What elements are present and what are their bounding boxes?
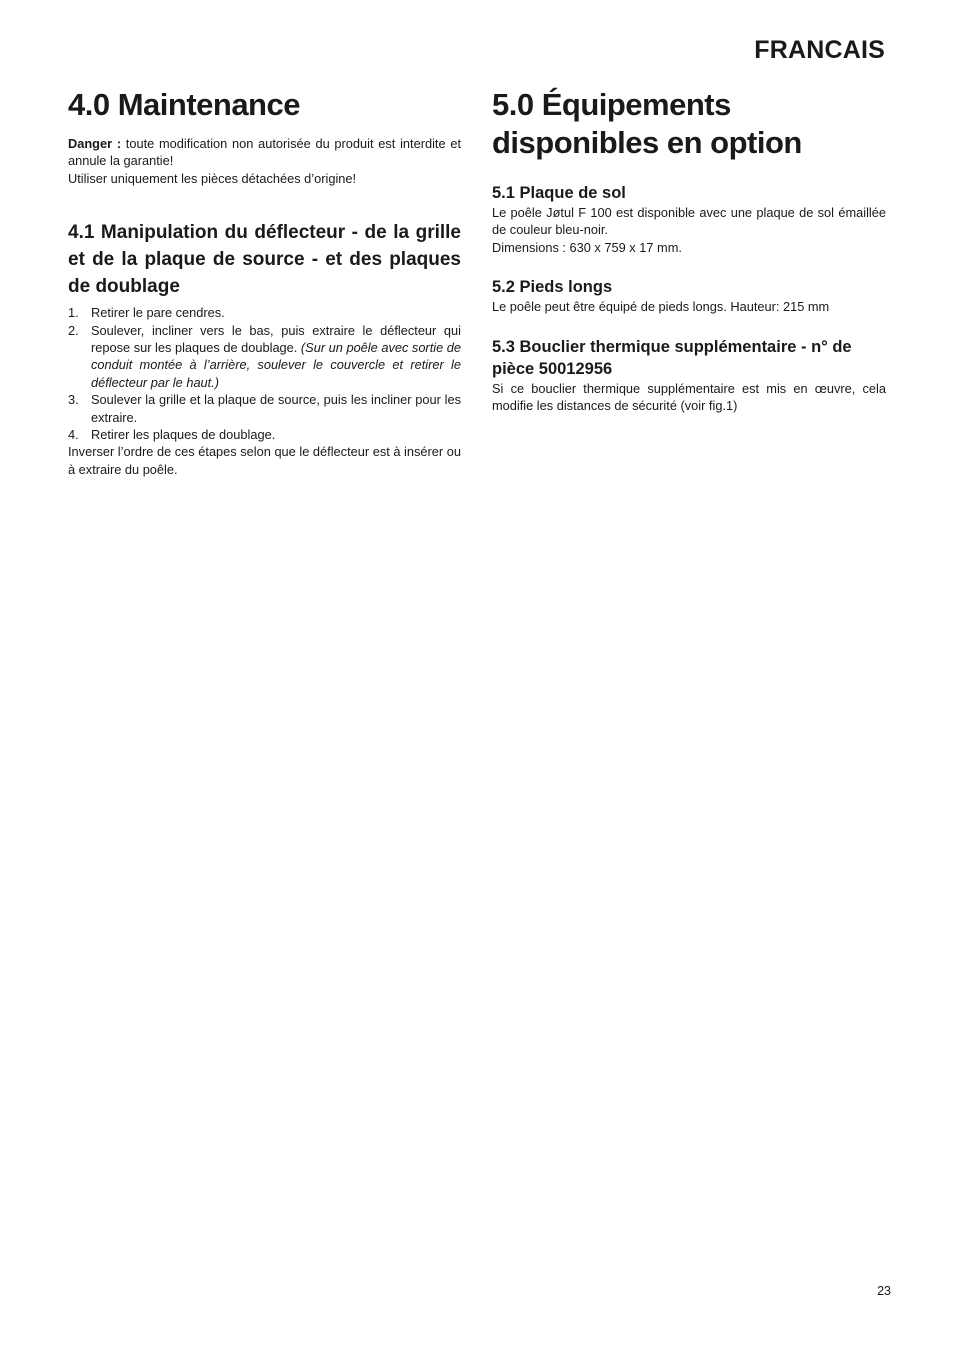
step-item: [68, 322, 461, 392]
section-5-2-title: 5.2 Pieds longs: [492, 278, 613, 297]
step-item: [68, 304, 461, 321]
step-text-wrap: [91, 322, 461, 392]
section-4-1-title: 4.1 Manipulation du déflecteur - de la grille et de la plaque de source - et des plaques de doublage: [68, 222, 461, 298]
long-legs-text: Le poêle peut être équipé de pieds longs. Hauteur: 215 mm: [492, 299, 830, 315]
page-number: 23: [877, 1284, 891, 1298]
maintenance-steps: [68, 304, 461, 443]
step-text: Retirer le pare cendres.: [91, 305, 225, 321]
step-text: Retirer les plaques de doublage.: [91, 427, 276, 443]
step-text: Soulever, incliner vers le bas, puis extraire le déflecteur qui repose sur les plaques de doublage.: [91, 322, 461, 356]
heat-shield-text: Si ce bouclier thermique supplémentaire est mis en œuvre, cela modifie les distances de sécurité (voir fig.1): [492, 380, 886, 414]
danger-warning: [68, 135, 461, 170]
floor-plate-text: Le poêle Jøtul F 100 est disponible avec une plaque de sol émaillée de couleur bleu-noir.: [492, 205, 886, 238]
options-title: 5.0 Équipements disponibles en option: [492, 87, 802, 160]
language-label: FRANCAIS: [754, 36, 885, 64]
maintenance-title: 4.0 Maintenance: [68, 87, 300, 122]
step-number: 1.: [68, 305, 79, 321]
step-number: 4.: [68, 427, 79, 443]
step-text: Soulever la grille et la plaque de source, puis les incliner pour les extraire.: [91, 392, 461, 425]
step-item: [68, 391, 461, 426]
section-5-3-title: 5.3 Bouclier thermique supplémentaire - n° de pièce 50012956: [492, 337, 852, 378]
options-column: [492, 86, 886, 414]
closing-note: Inverser l’ordre de ces étapes selon que le déflecteur est à insérer ou à extraire du poêle.: [68, 444, 461, 477]
step-number: 2.: [68, 322, 79, 338]
original-parts-note: Utiliser uniquement les pièces détachées d’origine!: [68, 170, 357, 186]
step-note: (Sur un poêle avec sortie de conduit montée à l’arrière, soulever le couvercle et retirer le déflecteur par le haut.): [91, 340, 462, 390]
step-number: 3.: [68, 392, 79, 408]
section-5-1-title: 5.1 Plaque de sol: [492, 184, 626, 202]
danger-text: toute modification non autorisée du produit est interdite et annule la garantie!: [68, 136, 461, 169]
step-item: [68, 426, 461, 443]
maintenance-column: [68, 86, 461, 478]
danger-label: Danger :: [68, 136, 122, 151]
floor-plate-dimensions: Dimensions : 630 x 759 x 17 mm.: [492, 239, 682, 255]
